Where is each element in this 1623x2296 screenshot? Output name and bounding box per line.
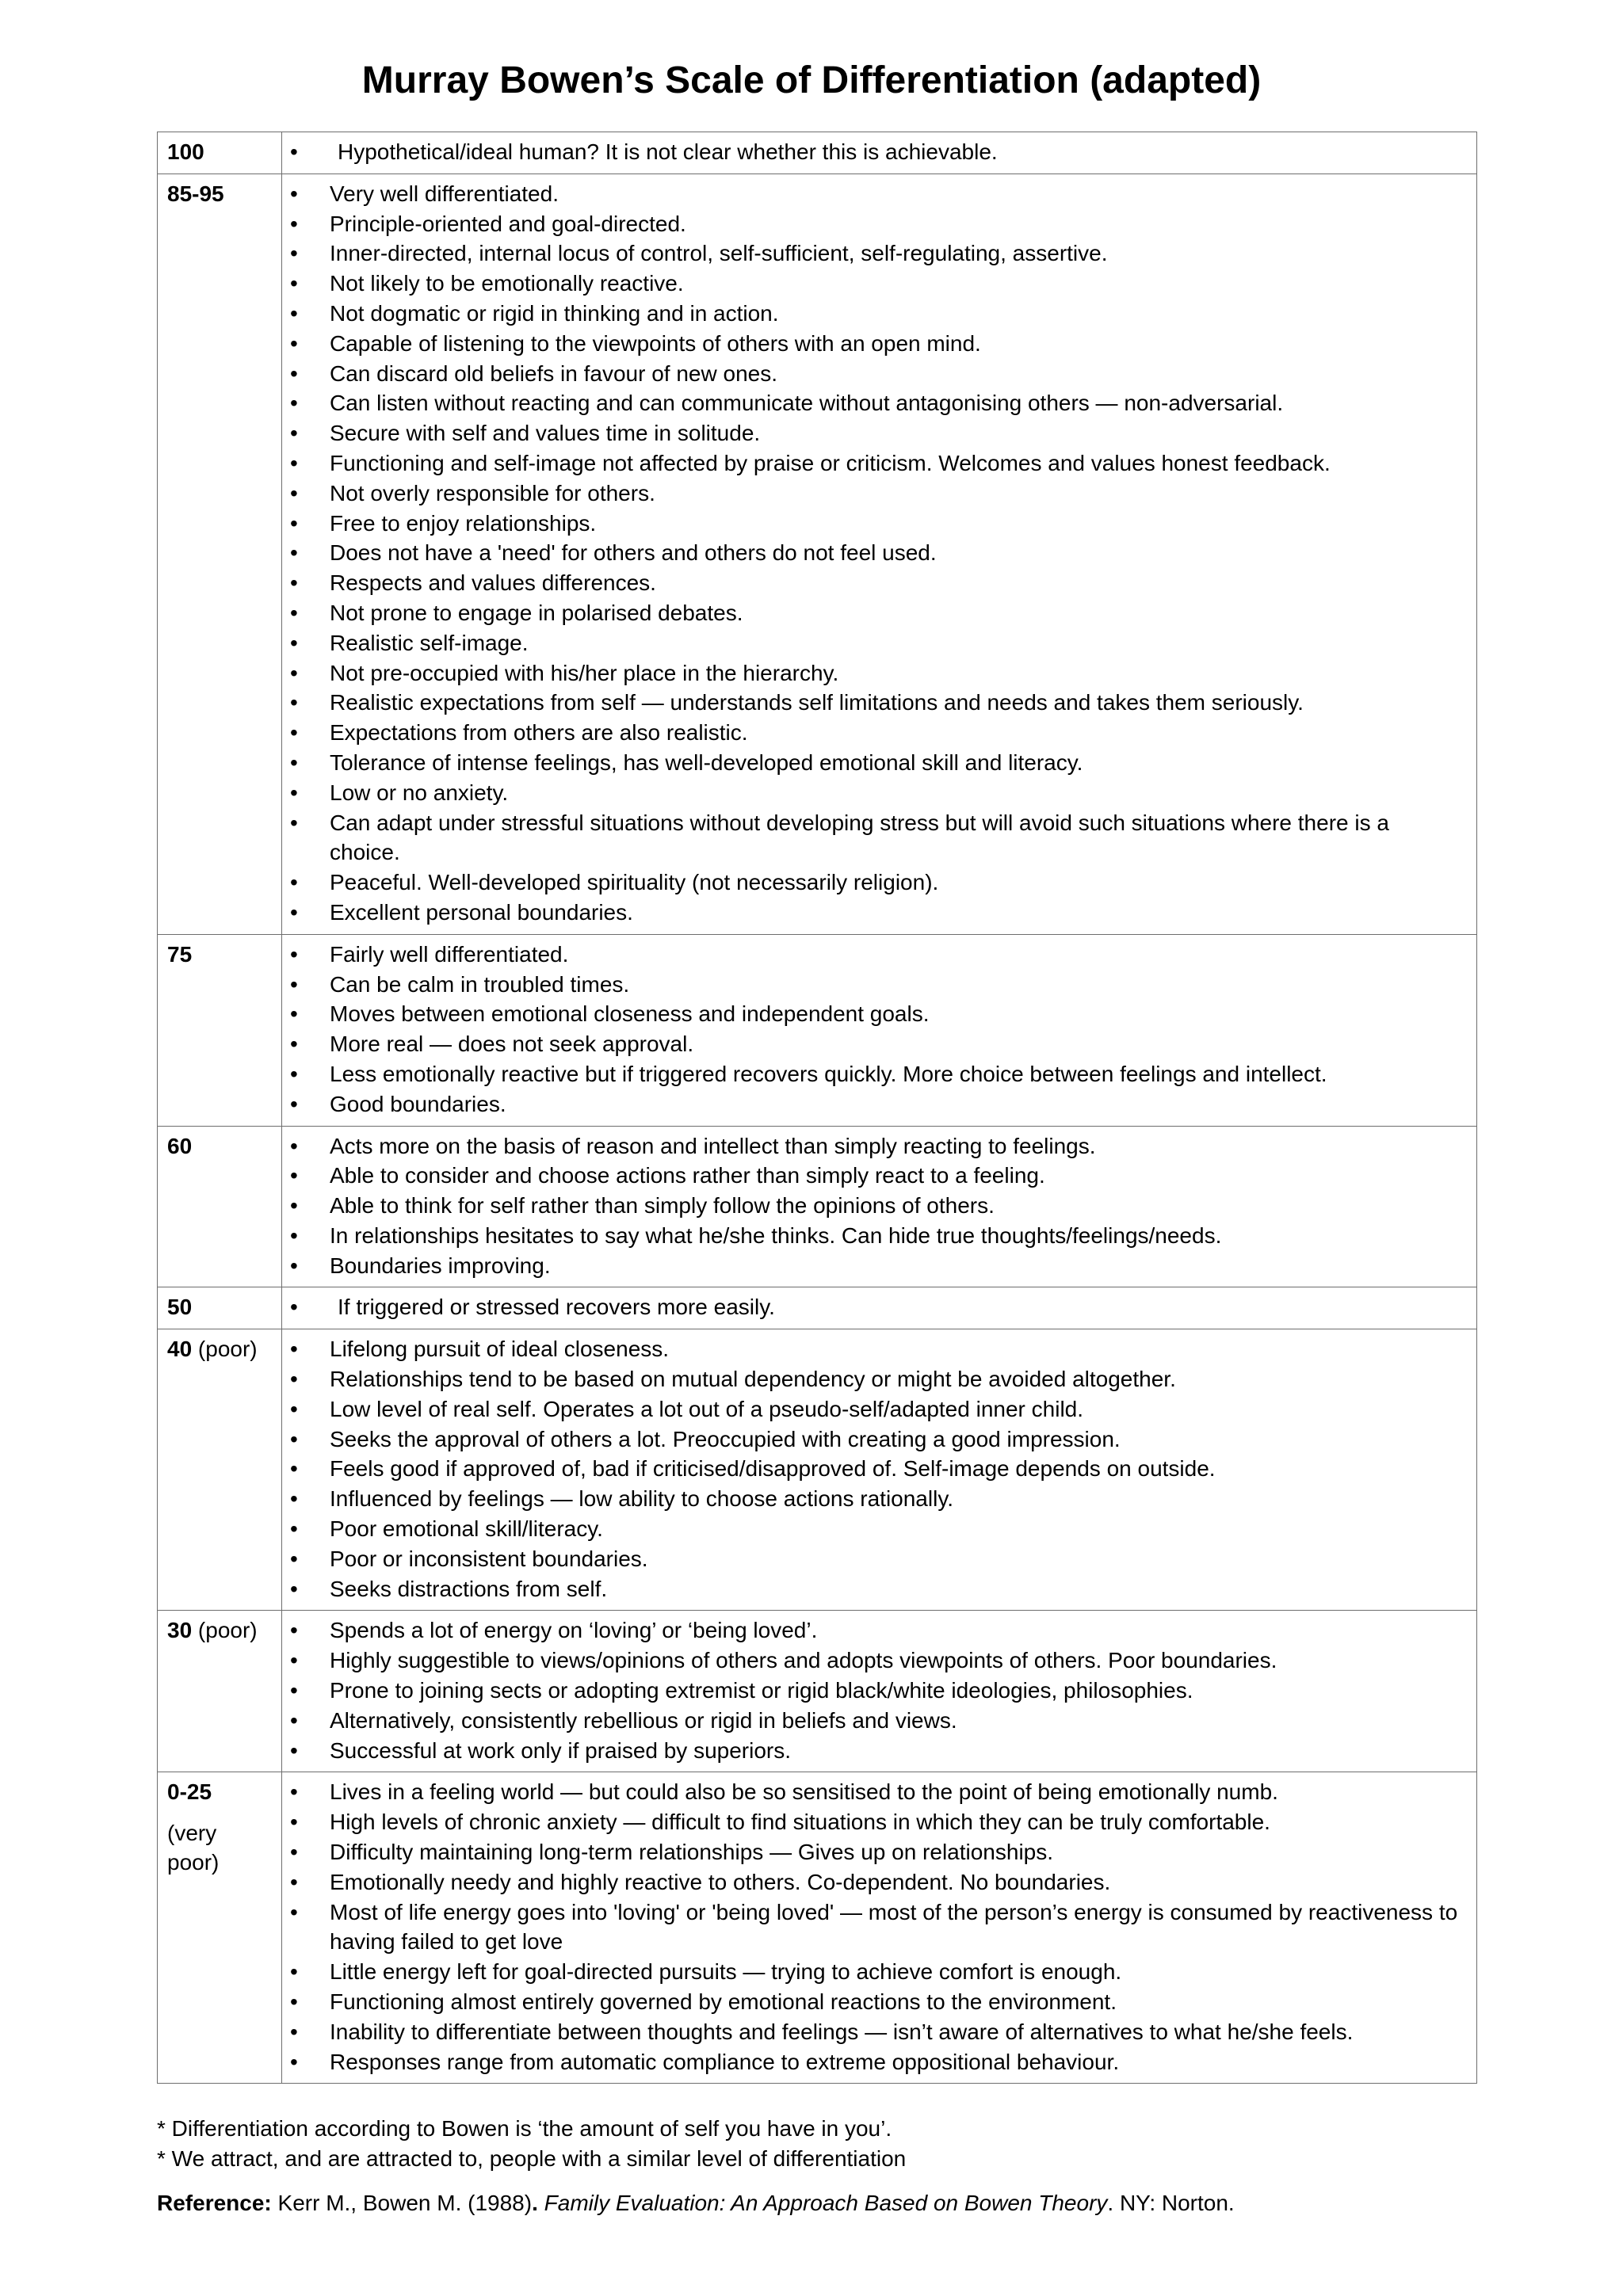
description-cell: [282, 1772, 1477, 2084]
level-value: 85-95: [167, 181, 224, 206]
scale-row: [158, 1611, 1477, 1772]
trait-item: • Seeks distractions from self.: [282, 1574, 1462, 1604]
description-cell: [282, 1287, 1477, 1329]
trait-item: • More real — does not seek approval.: [282, 1029, 1462, 1059]
level-value: 75: [167, 941, 193, 967]
trait-item: • Not pre-occupied with his/her place in the hierarchy.: [282, 658, 1462, 688]
scale-row: [158, 1287, 1477, 1329]
trait-item: • Little energy left for goal-directed pursuits — trying to achieve comfort is enough.: [282, 1957, 1462, 1987]
trait-item: • Can adapt under stressful situations without developing stress but will avoid such situations where there is a choice.: [282, 808, 1462, 868]
level-note: (very poor): [167, 1821, 220, 1875]
trait-item: • Lives in a feeling world — but could also be so sensitised to the point of being emotionally numb.: [282, 1777, 1462, 1807]
trait-list: [282, 137, 1462, 167]
trait-item: • Feels good if approved of, bad if criticised/disapproved of. Self-image depends on outside.: [282, 1454, 1462, 1484]
description-cell: [282, 1329, 1477, 1611]
trait-item: • Responses range from automatic compliance to extreme oppositional behaviour.: [282, 2047, 1462, 2077]
reference-label: Reference:: [157, 2191, 272, 2215]
trait-item: • Lifelong pursuit of ideal closeness.: [282, 1334, 1462, 1364]
trait-item: • Tolerance of intense feelings, has well-developed emotional skill and literacy.: [282, 748, 1462, 778]
trait-item: • In relationships hesitates to say what he/she thinks. Can hide true thoughts/feelings/needs.: [282, 1221, 1462, 1251]
reference-line: [157, 2188, 1504, 2218]
trait-item: • Fairly well differentiated.: [282, 940, 1462, 970]
trait-item: • Poor or inconsistent boundaries.: [282, 1544, 1462, 1574]
trait-list: [282, 1334, 1462, 1604]
description-cell: [282, 1611, 1477, 1772]
trait-item: • Not dogmatic or rigid in thinking and in action.: [282, 299, 1462, 329]
reference-book-title: Family Evaluation: An Approach Based on Bowen Theory: [544, 2191, 1108, 2215]
level-cell: [158, 174, 282, 934]
level-cell: [158, 1329, 282, 1611]
trait-item: • Realistic self-image.: [282, 628, 1462, 658]
trait-item: • Successful at work only if praised by superiors.: [282, 1736, 1462, 1766]
level-value: 60: [167, 1133, 193, 1158]
level-value: 50: [167, 1295, 193, 1320]
footnotes: [157, 2114, 1504, 2173]
scale-row: [158, 1329, 1477, 1611]
trait-item: • If triggered or stressed recovers more easily.: [282, 1292, 1462, 1322]
trait-item: • Less emotionally reactive but if triggered recovers quickly. More choice between feelings and intellect.: [282, 1059, 1462, 1089]
level-cell: [158, 1287, 282, 1329]
trait-item: • Principle-oriented and goal-directed.: [282, 209, 1462, 239]
trait-item: • Influenced by feelings — low ability to choose actions rationally.: [282, 1484, 1462, 1514]
trait-item: • Free to enjoy relationships.: [282, 509, 1462, 539]
trait-item: • Functioning almost entirely governed by emotional reactions to the environment.: [282, 1987, 1462, 2017]
trait-item: • Expectations from others are also realistic.: [282, 718, 1462, 748]
level-value: 30: [167, 1618, 193, 1643]
trait-list: [282, 1777, 1462, 2077]
trait-item: • Respects and values differences.: [282, 568, 1462, 598]
trait-item: • Hypothetical/ideal human? It is not clear whether this is achievable.: [282, 137, 1462, 167]
trait-item: • Not prone to engage in polarised debates.: [282, 598, 1462, 628]
level-value: 40: [167, 1337, 193, 1362]
trait-item: • Good boundaries.: [282, 1089, 1462, 1119]
level-cell: [158, 1126, 282, 1287]
trait-item: • Inner-directed, internal locus of control, self-sufficient, self-regulating, assertive.: [282, 238, 1462, 269]
trait-item: • Not likely to be emotionally reactive.: [282, 269, 1462, 299]
trait-item: • Low or no anxiety.: [282, 778, 1462, 808]
page-title: Murray Bowen’s Scale of Differentiation (adapted): [361, 59, 1262, 101]
trait-item: • Can listen without reacting and can communicate without antagonising others — non-adversarial.: [282, 388, 1462, 418]
scale-row: [158, 934, 1477, 1126]
trait-item: • Alternatively, consistently rebellious or rigid in beliefs and views.: [282, 1706, 1462, 1736]
trait-item: • Spends a lot of energy on ‘loving’ or ‘being loved’.: [282, 1615, 1462, 1646]
reference-publisher: . NY: Norton.: [1107, 2191, 1235, 2215]
scale-row: [158, 132, 1477, 174]
trait-list: [282, 1615, 1462, 1765]
level-cell: [158, 934, 282, 1126]
footnote: * We attract, and are attracted to, people with a similar level of differentiation: [157, 2145, 907, 2171]
level-value: 100: [167, 139, 204, 164]
scale-table-body: [158, 132, 1477, 2084]
level-cell: [158, 132, 282, 174]
trait-item: • Inability to differentiate between thoughts and feelings — isn’t aware of alternatives to what he/she feels.: [282, 2017, 1462, 2047]
trait-item: • Can be calm in troubled times.: [282, 970, 1462, 1000]
trait-item: • Low level of real self. Operates a lot out of a pseudo-self/adapted inner child.: [282, 1394, 1462, 1425]
trait-item: • Very well differentiated.: [282, 179, 1462, 209]
reference-period: .: [532, 2191, 544, 2215]
trait-item: • Relationships tend to be based on mutual dependency or might be avoided altogether.: [282, 1364, 1462, 1394]
trait-item: • Secure with self and values time in solitude.: [282, 418, 1462, 448]
reference-authors: Kerr M., Bowen M. (1988): [271, 2191, 533, 2215]
trait-list: [282, 179, 1462, 928]
trait-item: • Does not have a 'need' for others and others do not feel used.: [282, 538, 1462, 568]
trait-item: • Peaceful. Well-developed spirituality (not necessarily religion).: [282, 868, 1462, 898]
trait-item: • Emotionally needy and highly reactive to others. Co-dependent. No boundaries.: [282, 1867, 1462, 1897]
trait-item: • Poor emotional skill/literacy.: [282, 1514, 1462, 1544]
trait-item: • Most of life energy goes into 'loving' or 'being loved' — most of the person’s energy is consumed by reactiveness to having failed to get love: [282, 1897, 1462, 1958]
differentiation-scale-table: [157, 132, 1477, 2084]
trait-item: • Capable of listening to the viewpoints of others with an open mind.: [282, 329, 1462, 359]
trait-item: • Excellent personal boundaries.: [282, 898, 1462, 928]
scale-row: [158, 174, 1477, 934]
trait-item: • Can discard old beliefs in favour of new ones.: [282, 359, 1462, 389]
trait-item: • Realistic expectations from self — understands self limitations and needs and takes them seriously.: [282, 688, 1462, 718]
level-cell: [158, 1611, 282, 1772]
trait-item: • Moves between emotional closeness and independent goals.: [282, 999, 1462, 1029]
trait-item: • Seeks the approval of others a lot. Preoccupied with creating a good impression.: [282, 1425, 1462, 1455]
trait-item: • High levels of chronic anxiety — difficult to find situations in which they can be truly comfortable.: [282, 1807, 1462, 1837]
trait-item: • Acts more on the basis of reason and intellect than simply reacting to feelings.: [282, 1131, 1462, 1161]
description-cell: [282, 132, 1477, 174]
trait-list: [282, 1292, 1462, 1322]
trait-item: • Difficulty maintaining long-term relationships — Gives up on relationships.: [282, 1837, 1462, 1867]
description-cell: [282, 1126, 1477, 1287]
description-cell: [282, 934, 1477, 1126]
description-cell: [282, 174, 1477, 934]
scale-row: [158, 1126, 1477, 1287]
trait-item: • Boundaries improving.: [282, 1251, 1462, 1281]
trait-item: • Functioning and self-image not affected by praise or criticism. Welcomes and values honest feedback.: [282, 448, 1462, 479]
trait-item: • Highly suggestible to views/opinions of others and adopts viewpoints of others. Poor boundaries.: [282, 1646, 1462, 1676]
scale-row: [158, 1772, 1477, 2084]
level-note: (poor): [192, 1618, 258, 1643]
trait-item: • Able to consider and choose actions rather than simply react to a feeling.: [282, 1161, 1462, 1191]
level-note: (poor): [192, 1337, 258, 1362]
footnote: * Differentiation according to Bowen is ‘the amount of self you have in you’.: [157, 2116, 892, 2141]
trait-item: • Able to think for self rather than simply follow the opinions of others.: [282, 1191, 1462, 1221]
level-cell: [158, 1772, 282, 2084]
trait-list: [282, 1131, 1462, 1281]
trait-list: [282, 940, 1462, 1119]
level-value: 0-25: [167, 1779, 212, 1805]
trait-item: • Prone to joining sects or adopting extremist or rigid black/white ideologies, philosophies.: [282, 1676, 1462, 1706]
trait-item: • Not overly responsible for others.: [282, 479, 1462, 509]
